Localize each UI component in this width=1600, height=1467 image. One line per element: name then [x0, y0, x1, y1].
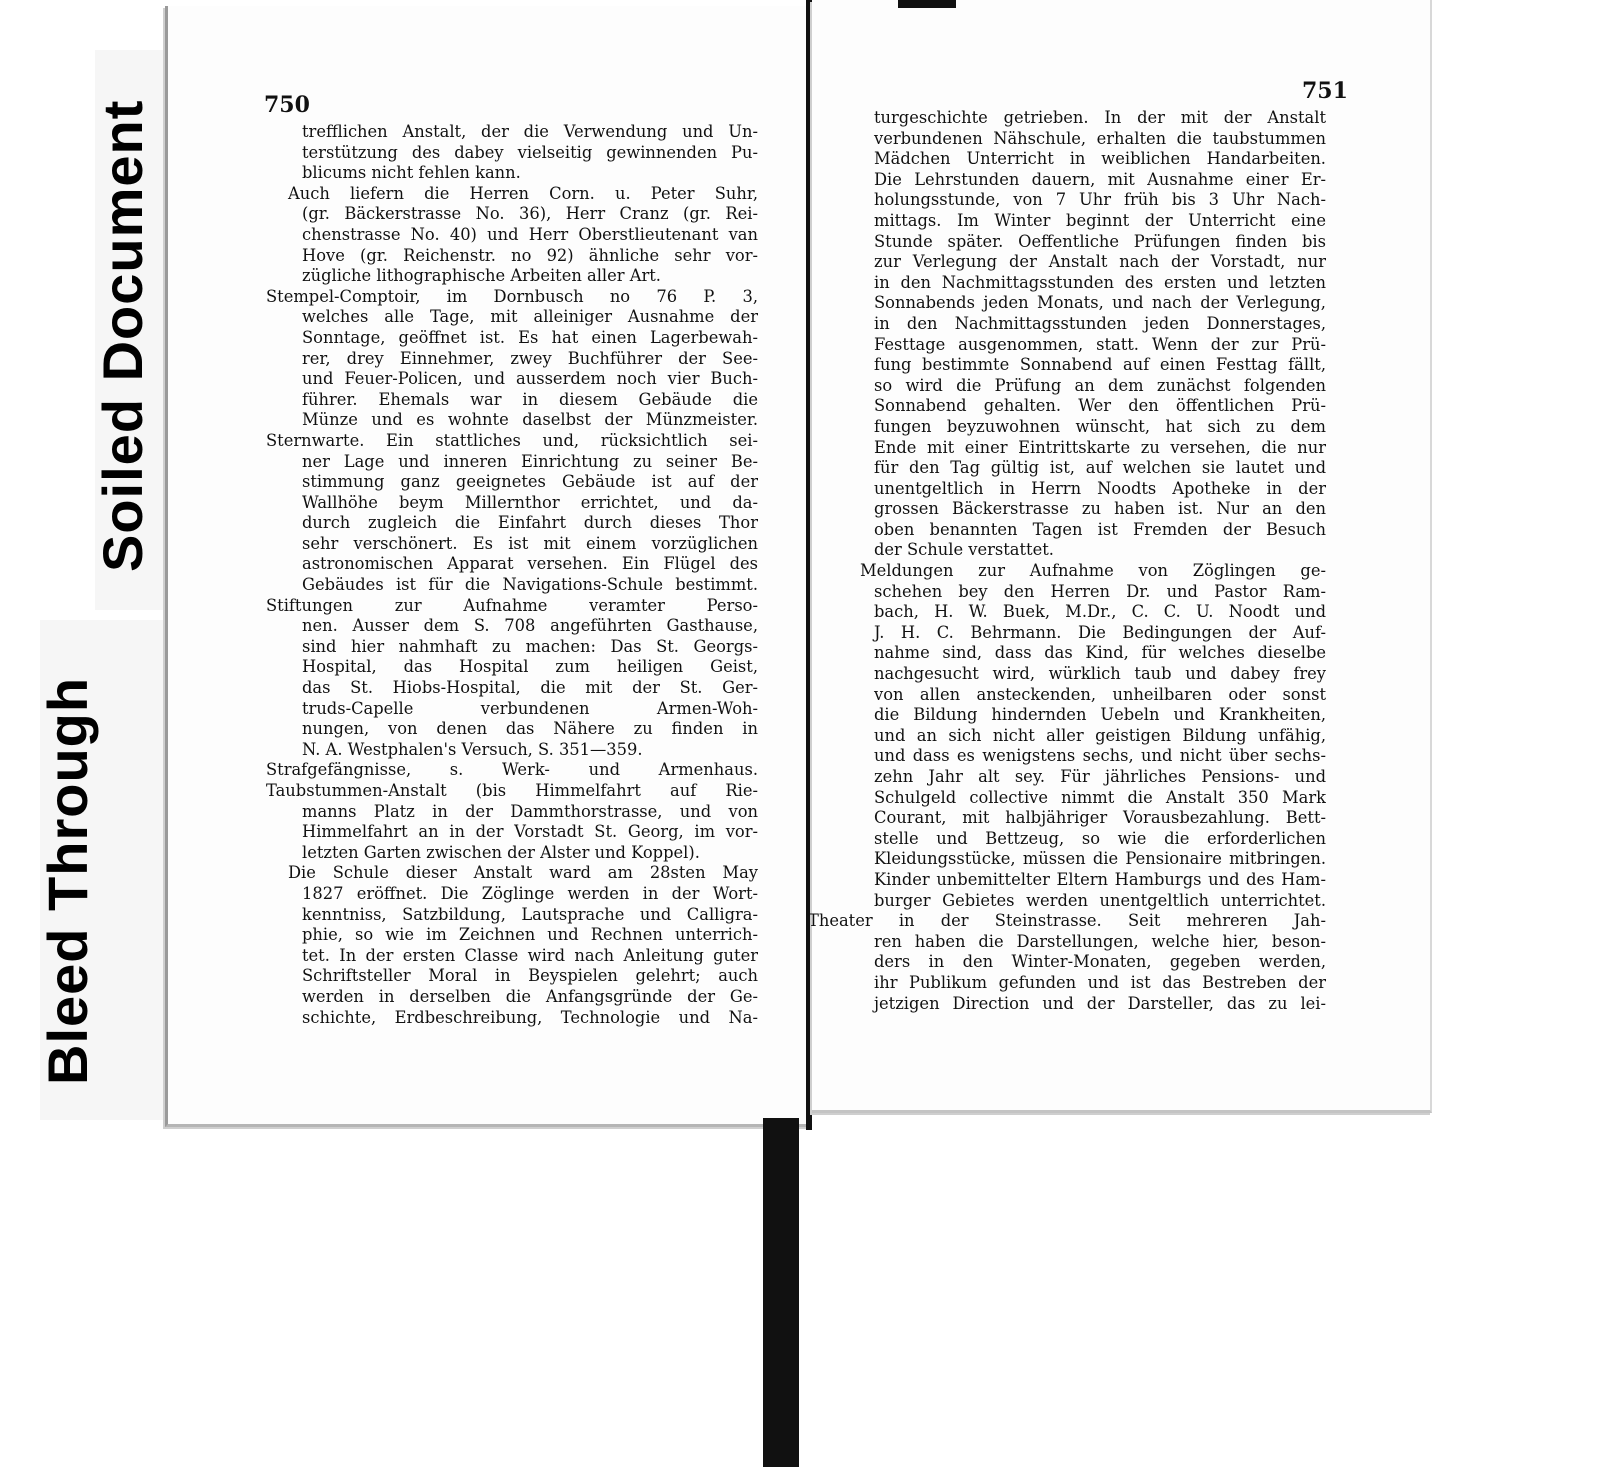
text-line: Hove (gr. Reichenstr. no 92) ähnliche sehr vor-	[302, 245, 758, 265]
text-line: Hospital, das Hospital zum heiligen Geist,	[302, 657, 758, 677]
text-line: sind hier nahmhaft zu machen: Das St. Georgs-	[302, 636, 758, 656]
text-line: Stunde später. Oeffentliche Prüfungen finden bis	[874, 231, 1326, 251]
text-line: blicums nicht fehlen kann.	[302, 163, 521, 183]
left-page	[165, 6, 810, 1127]
text-line: letzten Garten zwischen der Alster und Koppel).	[302, 842, 700, 862]
text-line: verbundenen Nähschule, erhalten die taubstummen	[874, 128, 1326, 148]
text-line: so wird die Prüfung an dem zunächst folgenden	[874, 375, 1326, 395]
text-line: burger Gebietes werden unentgeltlich unterrichtet.	[874, 890, 1326, 910]
text-line: turgeschichte getrieben. In der mit der Anstalt	[874, 108, 1326, 127]
text-line: in den Nachmittagsstunden des ersten und letzten	[874, 272, 1326, 292]
text-line: durch zugleich die Einfahrt durch dieses Thor	[302, 513, 758, 533]
text-line: werden in derselben die Anfangsgründe der Ge-	[302, 986, 758, 1006]
text-line: ren haben die Darstellungen, welche hier, beson-	[874, 931, 1326, 951]
text-line: terstützung des dabey vielseitig gewinnenden Pu-	[302, 142, 758, 162]
text-line: zur Verlegung der Anstalt nach der Vorstadt, nur	[874, 252, 1326, 272]
text-line: Taubstummen-Anstalt (bis Himmelfahrt auf Rie-	[266, 781, 758, 800]
text-line: mittags. Im Winter beginnt der Unterricht eine	[874, 210, 1326, 230]
text-line: Kinder unbemittelter Eltern Hamburgs und des Ham-	[874, 869, 1326, 889]
text-line: J. H. C. Behrmann. Die Bedingungen der Auf-	[874, 622, 1326, 642]
text-line: holungsstunde, von 7 Uhr früh bis 3 Uhr Nach-	[874, 190, 1326, 210]
text-line: bach, H. W. Buek, M.Dr., C. C. U. Noodt und	[874, 602, 1326, 622]
text-line: 1827 eröffnet. Die Zöglinge werden in der Wort-	[302, 883, 758, 903]
bookmark-ribbon-top	[898, 0, 956, 8]
text-line: Sonntage, geöffnet ist. Es hat einen Lagerbewah-	[302, 327, 758, 347]
text-line: schehen bey den Herren Dr. und Pastor Ram-	[874, 581, 1326, 601]
text-line: Festtage ausgenommen, statt. Wenn der zur Prü-	[874, 334, 1326, 354]
right-page-number: 751	[1302, 78, 1348, 104]
text-line: und dass es wenigstens sechs, und nicht über sechs-	[874, 746, 1326, 766]
left-page-number: 750	[264, 92, 310, 118]
text-line: Mädchen Unterricht in weiblichen Handarbeiten.	[874, 149, 1326, 169]
text-line: manns Platz in der Dammthorstrasse, und von	[302, 801, 758, 821]
text-line: ihr Publikum gefunden und ist das Bestreben der	[874, 972, 1326, 992]
text-line: oben benannten Tagen ist Fremden der Besuch	[874, 519, 1326, 539]
text-line: Wallhöhe beym Millernthor errichtet, und da-	[302, 492, 758, 512]
text-line: welches alle Tage, mit alleiniger Ausnahme der	[302, 307, 758, 327]
text-line: nungen, von denen das Nähere zu finden in	[302, 719, 758, 739]
text-line: trefflichen Anstalt, der die Verwendung und Un-	[302, 122, 758, 141]
bleed-through-label: Bleed Through	[36, 676, 99, 1085]
text-line: Sternwarte. Ein stattliches und, rücksichtlich sei-	[266, 430, 758, 450]
text-line: der Schule verstattet.	[874, 540, 1054, 560]
soiled-document-label: Soiled Document	[91, 99, 154, 572]
text-line: Meldungen zur Aufnahme von Zöglingen ge-	[860, 561, 1326, 581]
text-line: grossen Bäckerstrasse zu haben ist. Nur an den	[874, 499, 1326, 519]
text-line: Die Schule dieser Anstalt ward am 28sten May	[288, 863, 758, 883]
text-line: astronomischen Apparat versehen. Ein Flügel des	[302, 554, 758, 574]
text-line: Gebäudes ist für die Navigations-Schule bestimmt.	[302, 575, 758, 595]
text-line: N. A. Westphalen's Versuch, S. 351—359.	[302, 739, 643, 759]
book-spread	[160, 0, 1430, 1130]
text-line: nahme sind, dass das Kind, für welches dieselbe	[874, 643, 1326, 663]
text-line: Sonnabend gehalten. Wer den öffentlichen Prü-	[874, 396, 1326, 416]
text-line: in den Nachmittagsstunden jeden Donnerstages,	[874, 313, 1326, 333]
text-line: Schulgeld collective nimmt die Anstalt 350 Mark	[874, 787, 1326, 807]
text-line: stelle und Bettzeug, so wie die erforderlichen	[874, 828, 1326, 848]
left-page-text	[266, 122, 758, 1028]
right-page	[808, 0, 1432, 1113]
text-line: ders in den Winter-Monaten, gegeben werden,	[874, 952, 1326, 972]
text-line: (gr. Bäckerstrasse No. 36), Herr Cranz (gr. Rei-	[302, 204, 758, 224]
text-line: Stempel-Comptoir, im Dornbusch no 76 P. 3,	[266, 286, 758, 306]
text-line: Himmelfahrt an in der Vorstadt St. Georg, im vor-	[302, 822, 758, 842]
text-line: unentgeltlich in Herrn Noodts Apotheke in der	[874, 478, 1326, 498]
text-line: fungen beyzuwohnen wünscht, hat sich zu dem	[874, 416, 1326, 436]
side-labels	[36, 40, 160, 1120]
text-line: das St. Hiobs-Hospital, die mit der St. Ger-	[302, 678, 758, 698]
text-line: Münze und es wohnte daselbst der Münzmeister.	[302, 410, 758, 430]
text-line: für den Tag gültig ist, auf welchen sie lautet und	[874, 458, 1326, 478]
text-line: Auch liefern die Herren Corn. u. Peter Suhr,	[288, 183, 758, 203]
text-line: kenntniss, Satzbildung, Lautsprache und Calligra-	[302, 904, 758, 924]
text-line: truds-Capelle verbundenen Armen-Woh-	[302, 698, 758, 718]
text-line: führer. Ehemals war in diesem Gebäude die	[302, 389, 758, 409]
text-line: sehr verschönert. Es ist mit einem vorzüglichen	[302, 533, 758, 553]
text-line: Ende mit einer Eintrittskarte zu versehen, die nur	[874, 437, 1326, 457]
text-line: Sonnabends jeden Monats, und nach der Verlegung,	[874, 293, 1326, 313]
text-line: chenstrasse No. 40) und Herr Oberstlieutenant van	[302, 224, 758, 244]
text-line: Stiftungen zur Aufnahme veramter Perso-	[266, 595, 758, 615]
text-line: und Feuer-Policen, und ausserdem noch vier Buch-	[302, 369, 758, 389]
text-line: phie, so wie im Zeichnen und Rechnen unterrich-	[302, 925, 758, 945]
text-line: nen. Ausser dem S. 708 angeführten Gasthause,	[302, 616, 758, 636]
text-line: Die Lehrstunden dauern, mit Ausnahme einer Er-	[874, 169, 1326, 189]
right-page-text	[808, 108, 1326, 1014]
text-line: jetzigen Direction und der Darsteller, das zu lei-	[874, 993, 1326, 1013]
text-line: fung bestimmte Sonnabend auf einen Festtag fällt,	[874, 355, 1326, 375]
bookmark-ribbon	[763, 1118, 799, 1467]
text-line: zügliche lithographische Arbeiten aller Art.	[302, 266, 661, 286]
text-line: stimmung ganz geeignetes Gebäude ist auf der	[302, 472, 758, 492]
text-line: Courant, mit halbjähriger Vorausbezahlung. Bett-	[874, 808, 1326, 828]
text-line: tet. In der ersten Classe wird nach Anleitung guter	[302, 945, 758, 965]
text-line: Kleidungsstücke, müssen die Pensionaire mitbringen.	[874, 849, 1326, 869]
text-line: und an sich nicht aller geistigen Bildung unfähig,	[874, 725, 1326, 745]
text-line: Theater in der Steinstrasse. Seit mehreren Jah-	[808, 911, 1326, 931]
text-line: ner Lage und inneren Einrichtung zu seiner Be-	[302, 451, 758, 471]
text-line: Strafgefängnisse, s. Werk- und Armenhaus.	[266, 760, 758, 780]
text-line: Schriftsteller Moral in Beyspielen gelehrt; auch	[302, 966, 758, 986]
text-line: rer, drey Einnehmer, zwey Buchführer der See-	[302, 348, 758, 368]
text-line: zehn Jahr alt sey. Für jährliches Pensions- und	[874, 767, 1326, 786]
text-line: die Bildung hindernden Uebeln und Krankheiten,	[874, 705, 1326, 725]
text-line: nachgesucht wird, würklich taub und dabey frey	[874, 664, 1326, 684]
text-line: schichte, Erdbeschreibung, Technologie und Na-	[302, 1007, 758, 1027]
text-line: von allen ansteckenden, unheilbaren oder sonst	[874, 684, 1326, 704]
